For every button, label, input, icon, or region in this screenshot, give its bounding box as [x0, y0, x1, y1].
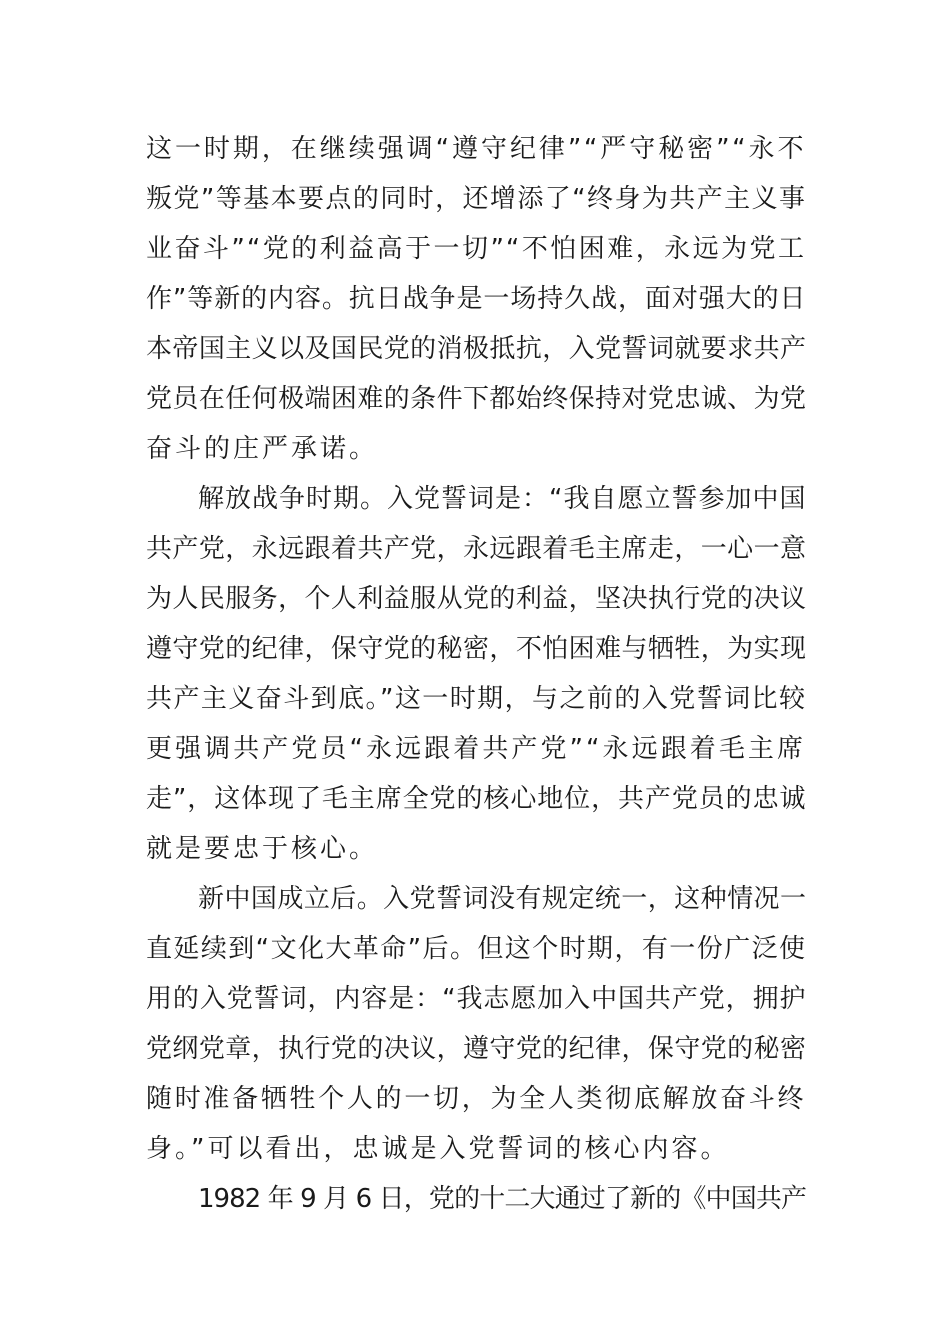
text-line: 更强调共产党员“永远跟着共产党”“永远跟着毛主席 [146, 734, 806, 764]
text-line: 这一时期，在继续强调“遵守纪律”“严守秘密”“永不 [146, 134, 806, 164]
text-line: 新中国成立后。入党誓词没有规定统一，这种情况一 [198, 884, 806, 914]
text-line: 业奋斗”“党的利益高于一切”“不怕困难，永远为党工 [146, 234, 806, 264]
text-line: 解放战争时期。入党誓词是：“我自愿立誓参加中国 [198, 484, 807, 514]
text-line: 奋斗的庄严承诺。 [146, 434, 379, 464]
text-line: 为人民服务，个人利益服从党的利益，坚决执行党的决议 [146, 584, 806, 614]
paragraph-4 [146, 1174, 806, 1224]
paragraph-1 [146, 124, 806, 474]
text-line: 共产党，永远跟着共产党，永远跟着毛主席走，一心一意 [146, 534, 806, 564]
text-line: 叛党”等基本要点的同时，还增添了“终身为共产主义事 [146, 184, 806, 214]
document-body [146, 124, 806, 1224]
text-line: 直延续到“文化大革命”后。但这个时期，有一份广泛使 [146, 934, 806, 964]
text-line: 身。”可以看出，忠诚是入党誓词的核心内容。 [146, 1134, 730, 1164]
text-line: 作”等新的内容。抗日战争是一场持久战，面对强大的日 [146, 284, 806, 314]
text-line: 共产主义奋斗到底。”这一时期，与之前的入党誓词比较 [146, 684, 806, 714]
text-line: 党员在任何极端困难的条件下都始终保持对党忠诚、为党 [146, 384, 806, 414]
text-line: 用的入党誓词，内容是：“我志愿加入中国共产党，拥护 [146, 984, 806, 1014]
text-line: 就是要忠于核心。 [146, 834, 379, 864]
text-line: 1982 年 9 月 6 日，党的十二大通过了新的《中国共产 [198, 1184, 806, 1214]
paragraph-2 [146, 474, 806, 874]
text-line: 本帝国主义以及国民党的消极抵抗，入党誓词就要求共产 [146, 334, 806, 364]
text-line: 遵守党的纪律，保守党的秘密，不怕困难与牺牲，为实现 [146, 634, 806, 664]
text-line: 走”，这体现了毛主席全党的核心地位，共产党员的忠诚 [146, 784, 806, 814]
text-line: 随时准备牺牲个人的一切，为全人类彻底解放奋斗终 [146, 1084, 806, 1114]
paragraph-3 [146, 874, 806, 1174]
text-line: 党纲党章，执行党的决议，遵守党的纪律，保守党的秘密 [146, 1034, 806, 1064]
